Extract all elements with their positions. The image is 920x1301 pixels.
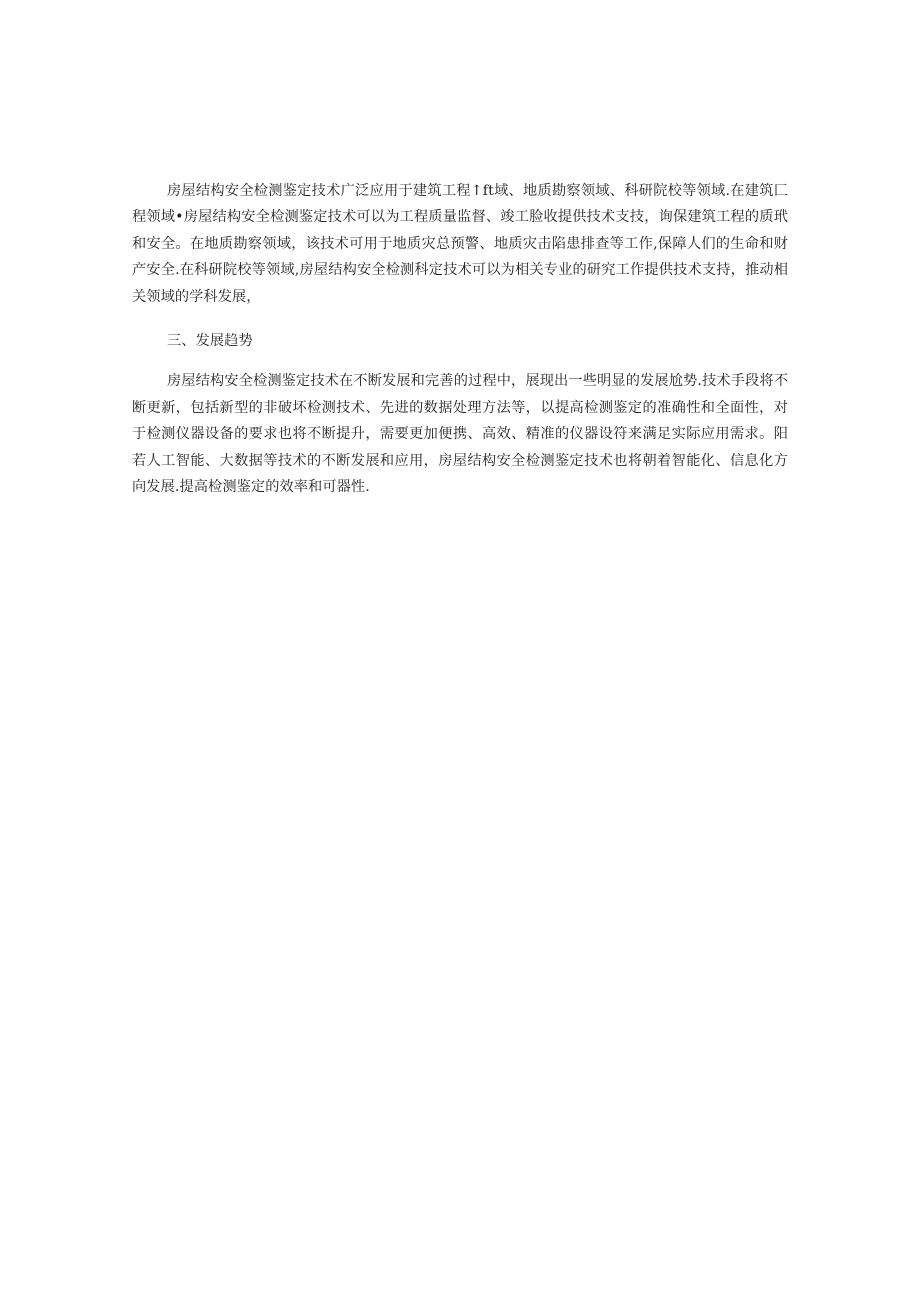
document-body bbox=[132, 178, 788, 500]
paragraph-applications: 房屋结构安全检测鉴定技术广泛应用于建筑工程↑ft域、地质勘察领域、科研院校等领域.在建筑匚程领域•房屋结构安全检测鉴定技术可以为工程质量监督、竣工脸收提供技术支技，询保建筑工程的质玳和安全。在地质勘察领域，该技术可用于地质灾总预警、地质灾击陷患排查等工作,保障人们的生命和财产安全.在科研院校等领域,房屋结构安全检测科定技术可以为相关专业的研究工作提供技术支持，推动相关领域的学科发展， bbox=[132, 183, 788, 305]
paragraph-development-trends: 房屋结构安全检测鉴定技术在不断发展和完善的过程中，展现出一些明显的发展尬势.技术手段将不断更新，包括新型的非破坏检测技术、先进的数据处理方法等，以提高检测鉴定的准确性和全面性，对于检测仪器设备的要求也将不断提升，需要更加便携、高效、精准的仪器设符来满足实际应用需求。阳若人工智能、大数据等技术的不断发展和应用，房屋结构安全检测鉴定技术也将朝着智能化、信息化方向发展.提高检测鉴定的效率和可器性. bbox=[132, 373, 788, 496]
section-heading-development-trends: 三、发展趋势 bbox=[167, 333, 253, 350]
